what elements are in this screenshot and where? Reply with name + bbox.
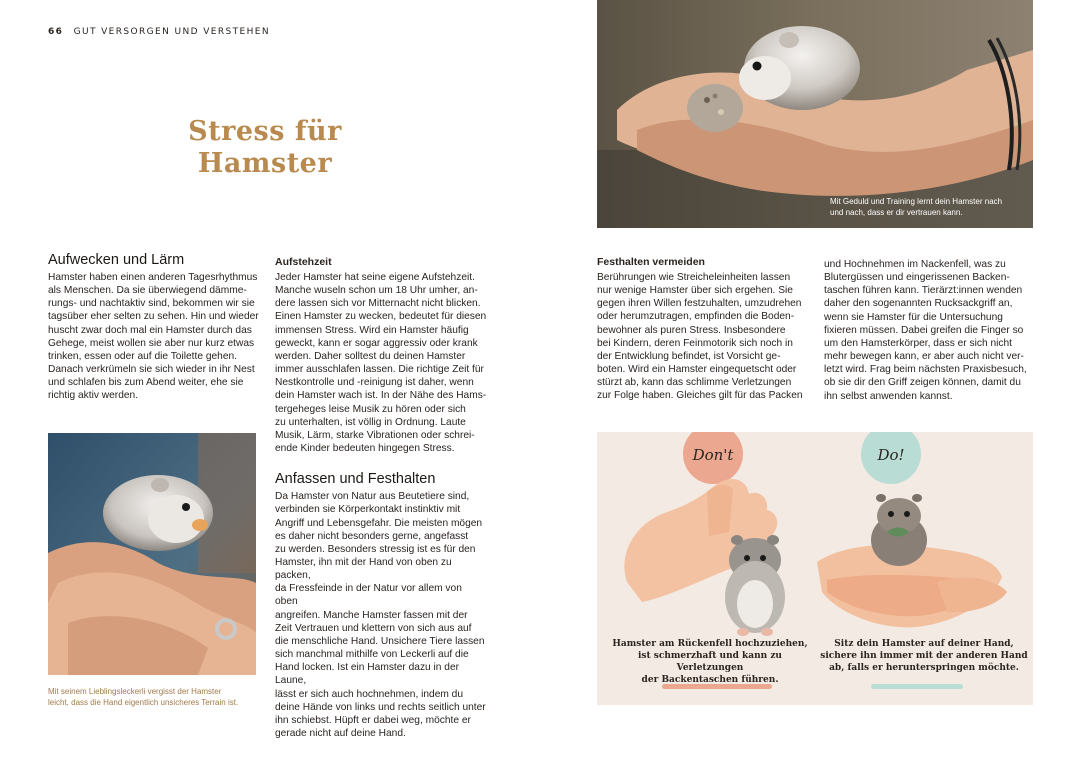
- text-line: zur Folge haben. Gleiches gilt für das Packen: [597, 390, 803, 402]
- text-line: deine Hände von links und rechts seitlich unter: [275, 701, 486, 713]
- text-line: trinken, essen oder auf die Toilette gehen.: [48, 350, 237, 362]
- text-line: ihn selbst anwenden kannst.: [824, 390, 953, 402]
- text-line: fixieren müssen. Dabei greifen die Finger so: [824, 324, 1024, 336]
- do-badge-label: Do!: [877, 446, 905, 464]
- photo-caption-left: [48, 686, 268, 708]
- text-line: wenn sie Hamster für die Untersuchung: [824, 311, 1003, 323]
- caption-line: leicht, dass die Hand eigentlich unsicheres Terrain ist.: [48, 698, 239, 707]
- caption-line: und nach, dass er dir vertrauen kann.: [830, 208, 963, 217]
- body-festhalten-continued: [824, 258, 1036, 403]
- title-line-2: Hamster: [197, 148, 333, 179]
- text-line: lässt er sich auch hochnehmen, indem du: [275, 688, 464, 700]
- text-line: boten. Wird ein Hamster eingequetscht oder: [597, 364, 797, 376]
- text-line: verbinden sie Körperkontakt instinktiv mit: [275, 504, 461, 516]
- text-line: die menschliche Hand. Unsichere Tiere lassen: [275, 635, 485, 647]
- heading-aufstehzeit: Aufstehzeit: [275, 256, 332, 268]
- text-line: ob sie dir den Griff zeigen können, damit du: [824, 377, 1021, 389]
- hamster-in-hands-photo: [48, 433, 256, 675]
- page-number: 66: [48, 27, 64, 37]
- body-aufstehzeit: [275, 271, 487, 455]
- text-line: immer ausschlafen lassen. Die richtige Zeit für: [275, 364, 484, 376]
- body-anfassen: [275, 490, 487, 740]
- column-festhalten: [597, 256, 809, 403]
- text-line: da Fressfeinde in der Natur vor allem von oben: [275, 583, 462, 608]
- hamster-eating-in-hand-photo: [597, 0, 1033, 228]
- text-line: huscht zwar doch mal ein Hamster durch das: [48, 324, 252, 336]
- column-festhalten-continued: [824, 258, 1036, 403]
- text-line: es daher nicht besonders gerne, angefasst: [275, 530, 469, 542]
- text-line: Hamster, ihn mit der Hand von oben zu packen,: [275, 556, 452, 582]
- body-aufwecken: [48, 271, 260, 403]
- text-line: Nestkontrolle und -reinigung ist daher, wenn: [275, 377, 474, 389]
- caption-line: der Backentaschen führen.: [641, 675, 779, 685]
- text-line: richtig aktiv werden.: [48, 390, 139, 402]
- dont-badge-label: Don't: [692, 446, 734, 464]
- text-line: tagsüber eher selten zu sehen. Hin und wieder: [48, 311, 259, 323]
- do-caption: [819, 638, 1029, 674]
- text-line: Zeit Vertrauen und klettern von sich aus auf: [275, 622, 472, 634]
- heading-anfassen: Anfassen und Festhalten: [275, 471, 436, 488]
- text-line: zu werden. Besonders stressig ist es für den: [275, 543, 476, 555]
- hamster-photo-top: [597, 0, 1033, 228]
- text-line: und schlafen bis zum Abend weiter, ehe sie: [48, 377, 244, 389]
- text-line: mehr bewegen kann, er aber auch nicht ver-: [824, 351, 1024, 363]
- text-line: gerade nicht auf deine Hand.: [275, 728, 406, 739]
- dont-caption: [605, 638, 815, 686]
- text-line: zu unterhalten, ist völlig in Ordnung. Laute: [275, 416, 466, 428]
- text-line: Manche wuseln schon um 18 Uhr umher, an-: [275, 285, 478, 297]
- caption-line: Sitz dein Hamster auf deiner Hand,: [834, 639, 1014, 649]
- text-line: werden. Daher solltest du deinen Hamster: [275, 350, 466, 362]
- caption-line: ab, falls er herunterspringen möchte.: [829, 663, 1019, 673]
- column-aufstehzeit: [275, 256, 487, 740]
- text-line: Angriff und Lebensgefahr. Die meisten mögen: [275, 517, 483, 529]
- text-line: dere lassen sich vor Mitternacht nicht blicken.: [275, 298, 481, 310]
- text-line: letzt wird. Frag beim nächsten Praxisbesuch,: [824, 364, 1027, 376]
- text-line: immensen Stress. Wird ein Hamster häufig: [275, 324, 469, 336]
- text-line: ende Kinder bedeuten hingegen Stress.: [275, 443, 455, 455]
- text-line: bei Kindern, deren Feinmotorik sich noch in: [597, 337, 793, 349]
- text-line: rungs- und nachtaktiv sind, bekommen wir sie: [48, 298, 255, 310]
- running-head: [48, 27, 270, 37]
- text-line: Da Hamster von Natur aus Beutetiere sind,: [275, 491, 470, 503]
- text-line: Hamster haben einen anderen Tagesrhythmus: [48, 272, 258, 283]
- text-line: oder herumzutragen, empfinden die Boden-: [597, 311, 795, 323]
- text-line: dein Hamster wach ist. In der Nähe des Hams-: [275, 390, 487, 402]
- caption-line: Mit Geduld und Training lernt dein Hamster nach: [830, 197, 1003, 206]
- running-head-text: GUT VERSORGEN UND VERSTEHEN: [73, 27, 271, 37]
- text-line: sich manchmal mithilfe von Leckerli auf die: [275, 649, 469, 661]
- text-line: nur wenige Hamster über sich ergehen. Sie: [597, 285, 793, 297]
- text-line: Jeder Hamster hat seine eigene Aufstehzeit.: [275, 272, 475, 283]
- text-line: als Menschen. Da sie überwiegend dämme-: [48, 285, 247, 297]
- heading-festhalten: Festhalten vermeiden: [597, 256, 705, 268]
- text-line: Musik, Lärm, starke Vibrationen oder schrei-: [275, 429, 475, 441]
- hamster-photo-left: [48, 433, 256, 675]
- caption-line: sichere ihn immer mit der anderen Hand: [820, 651, 1028, 661]
- body-festhalten: [597, 271, 809, 403]
- caption-line: ist schmerzhaft und kann zu Verletzungen: [638, 651, 782, 673]
- text-line: Blutergüssen und eingerissenen Backen-: [824, 272, 1010, 284]
- text-line: Hand locken. Ist ein Hamster dazu in der Laune,: [275, 662, 460, 687]
- text-line: und Hochnehmen im Nackenfell, was zu: [824, 259, 1006, 270]
- text-line: angreifen. Manche Hamster fassen mit der: [275, 609, 468, 621]
- text-line: bewohner als puren Stress. Insbesondere: [597, 324, 786, 336]
- text-line: ihn schiebst. Hüpft er dabei weg, möchte er: [275, 714, 471, 726]
- text-line: Danach verkrümeln sie sich wieder in ihr Nest: [48, 364, 255, 376]
- caption-line: Mit seinem Lieblingsleckerli vergisst der Hamster: [48, 687, 222, 696]
- text-line: daher den sogenannten Rucksackgriff an,: [824, 298, 1013, 310]
- heading-aufwecken: Aufwecken und Lärm: [48, 252, 185, 268]
- text-line: tergeheges leise Musik zu hören oder sich: [275, 403, 466, 415]
- title-line-1: Stress für: [188, 116, 342, 147]
- text-line: Berührungen wie Streicheleinheiten lassen: [597, 272, 791, 283]
- column-aufwecken: [48, 252, 260, 403]
- photo-caption-right: [830, 196, 1030, 218]
- text-line: gegen ihren Willen festzuhalten, umzudrehen: [597, 298, 802, 310]
- text-line: um den Hamsterkörper, dass er sich nicht: [824, 337, 1012, 349]
- text-line: der Entwicklung befindet, ist Vorsicht ge-: [597, 350, 781, 362]
- text-line: Einen Hamster zu wecken, bedeutet für diesen: [275, 311, 487, 323]
- right-page: [540, 0, 1080, 762]
- text-line: geweckt, kann er sogar aggressiv oder krank: [275, 337, 478, 349]
- text-line: stürzt ab, kann das schlimme Verletzungen: [597, 377, 792, 389]
- page-title: [150, 116, 380, 180]
- do-underline: [871, 684, 963, 689]
- dont-do-illustration: [597, 432, 1033, 705]
- caption-line: Hamster am Rückenfell hochzuziehen,: [612, 639, 808, 649]
- text-line: Gehege, meist wollen sie aber nur kurz etwas: [48, 337, 255, 349]
- text-line: taschen führen kann. Tierärzt:innen wenden: [824, 285, 1023, 297]
